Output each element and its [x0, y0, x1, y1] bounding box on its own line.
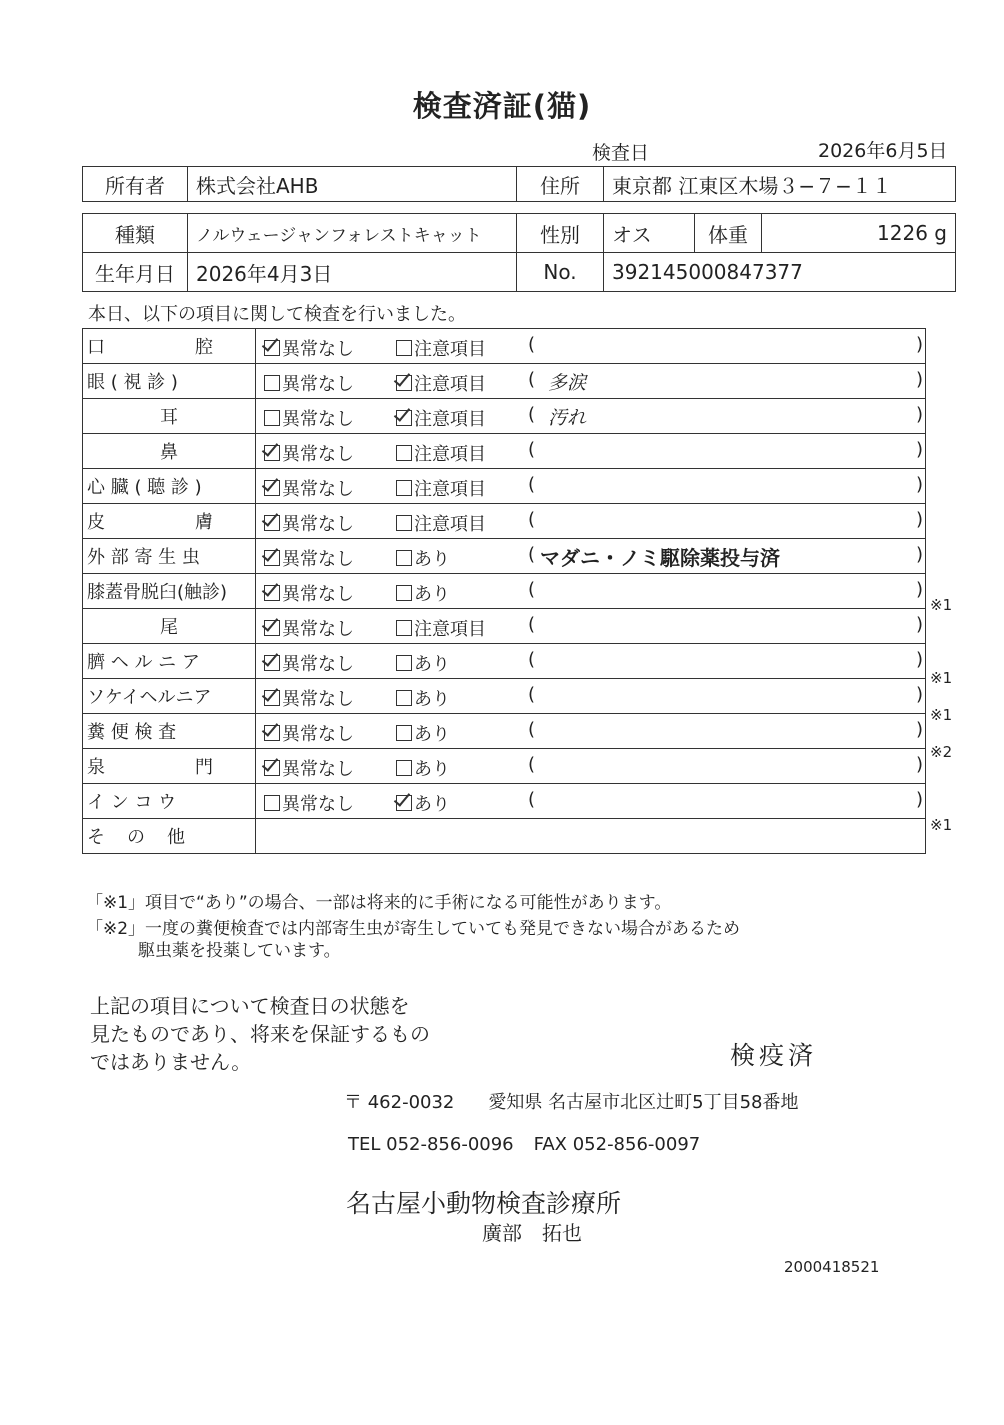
paren-open: ( — [528, 474, 536, 495]
option-label: 注意項目 — [414, 409, 486, 430]
checkbox-icon[interactable] — [264, 620, 280, 636]
paren-open: ( — [528, 544, 536, 565]
clinic-name: 名古屋小動物検査診療所 — [346, 1189, 622, 1218]
clinic-contact — [348, 1134, 700, 1155]
paren-open: ( — [528, 614, 536, 635]
checkbox-icon[interactable] — [396, 410, 412, 426]
address-label: 住所 — [517, 167, 604, 202]
option-normal[interactable] — [264, 615, 354, 641]
exam-item-name: 眼 ( 視 診 ) — [83, 364, 256, 399]
exam-item-name: 口 腔 — [83, 329, 256, 364]
option-label: あり — [414, 794, 450, 815]
option-label: 異常なし — [282, 514, 354, 535]
exam-item-body — [256, 574, 926, 609]
option-label: 異常なし — [282, 549, 354, 570]
option-label: 異常なし — [282, 794, 354, 815]
footnote-2-cont: 駆虫薬を投薬しています。 — [138, 941, 341, 961]
checkbox-icon[interactable] — [396, 795, 412, 811]
exam-item-name: 心 臓 ( 聴 診 ) — [83, 469, 256, 504]
intro-text: 本日、以下の項目に関して検査を行いました。 — [88, 304, 466, 325]
option-caution[interactable] — [396, 510, 486, 536]
option-normal[interactable] — [264, 510, 354, 536]
other-label: そ の 他 — [83, 819, 256, 854]
option-normal[interactable] — [264, 650, 354, 676]
document-title: 検査済証(猫) — [412, 89, 592, 123]
checkbox-icon[interactable] — [396, 725, 412, 741]
checkbox-icon[interactable] — [396, 445, 412, 461]
address-value: 東京都 江東区木場３−７−１１ — [604, 167, 956, 202]
paren-open: ( — [528, 509, 536, 530]
option-label: 注意項目 — [414, 514, 486, 535]
option-label: あり — [414, 654, 450, 675]
owner-label: 所有者 — [83, 167, 188, 202]
paren-close: ) — [916, 754, 924, 775]
option-caution[interactable] — [396, 580, 450, 606]
paren-open: ( — [528, 369, 536, 390]
exam-row — [83, 539, 926, 574]
disclaimer-line: ではありません。 — [90, 1050, 252, 1074]
checkbox-icon[interactable] — [264, 760, 280, 776]
option-caution[interactable] — [396, 720, 450, 746]
quarantine-stamp: 検疫済 — [730, 1041, 818, 1070]
option-label: 異常なし — [282, 619, 354, 640]
exam-row — [83, 714, 926, 749]
checkbox-icon[interactable] — [264, 445, 280, 461]
exam-note: マダニ・ノミ駆除薬投与済 — [540, 546, 780, 570]
checkbox-icon[interactable] — [264, 515, 280, 531]
paren-close: ) — [916, 334, 924, 355]
paren-close: ) — [916, 369, 924, 390]
option-normal[interactable] — [264, 440, 354, 466]
paren-close: ) — [916, 684, 924, 705]
exam-row — [83, 329, 926, 364]
option-label: 異常なし — [282, 724, 354, 745]
exam-item-body — [256, 679, 926, 714]
paren-close: ) — [916, 544, 924, 565]
checkbox-icon[interactable] — [396, 585, 412, 601]
exam-row — [83, 784, 926, 819]
option-label: 異常なし — [282, 479, 354, 500]
checkbox-icon[interactable] — [264, 725, 280, 741]
exam-row — [83, 609, 926, 644]
option-label: あり — [414, 689, 450, 710]
exam-item-body — [256, 749, 926, 784]
option-caution[interactable] — [396, 545, 450, 571]
exam-item-body — [256, 784, 926, 819]
exam-item-name: 膝蓋骨脱臼(触診) — [83, 574, 256, 609]
breed-value: ノルウェージャンフォレストキャット — [188, 214, 517, 253]
option-normal[interactable] — [264, 335, 354, 361]
exam-item-body — [256, 644, 926, 679]
option-label: 注意項目 — [414, 374, 486, 395]
exam-item-body — [256, 434, 926, 469]
pet-table — [82, 213, 956, 292]
option-label: あり — [414, 759, 450, 780]
option-label: 異常なし — [282, 584, 354, 605]
exam-row — [83, 644, 926, 679]
microchip-value: 392145000847377 — [604, 253, 956, 292]
option-label: あり — [414, 724, 450, 745]
option-label: あり — [414, 549, 450, 570]
exam-item-body — [256, 539, 926, 574]
paren-open: ( — [528, 404, 536, 425]
option-label: 異常なし — [282, 374, 354, 395]
option-caution[interactable] — [396, 405, 486, 431]
checkbox-icon[interactable] — [396, 620, 412, 636]
option-label: 注意項目 — [414, 479, 486, 500]
checkbox-icon[interactable] — [396, 375, 412, 391]
owner-value: 株式会社AHB — [188, 167, 517, 202]
exam-item-body — [256, 329, 926, 364]
option-label: あり — [414, 584, 450, 605]
disclaimer — [90, 992, 430, 1076]
checkbox-icon[interactable] — [396, 655, 412, 671]
footnote-mark: ※1 — [930, 669, 953, 688]
exam-item-body — [256, 469, 926, 504]
exam-row — [83, 749, 926, 784]
checkbox-icon[interactable] — [396, 550, 412, 566]
exam-table — [82, 328, 926, 854]
exam-row — [83, 679, 926, 714]
option-label: 注意項目 — [414, 339, 486, 360]
exam-item-name: 糞 便 検 査 — [83, 714, 256, 749]
checkbox-icon[interactable] — [264, 585, 280, 601]
paren-open: ( — [528, 719, 536, 740]
exam-item-body — [256, 504, 926, 539]
paren-close: ) — [916, 579, 924, 600]
option-label: 注意項目 — [414, 444, 486, 465]
disclaimer-line: 上記の項目について検査日の状態を — [90, 994, 410, 1018]
option-caution[interactable] — [396, 440, 486, 466]
paren-close: ) — [916, 789, 924, 810]
clinic-zip: 〒 462-0032 — [344, 1092, 455, 1113]
exam-item-name: イ ン コ ウ — [83, 784, 256, 819]
clinic-street: 愛知県 名古屋市北区辻町5丁目58番地 — [488, 1092, 799, 1113]
disclaimer-line: 見たものであり、将来を保証するもの — [90, 1022, 430, 1046]
option-label: 異常なし — [282, 759, 354, 780]
paren-open: ( — [528, 649, 536, 670]
sex-label: 性別 — [517, 214, 604, 253]
other-value — [256, 819, 926, 854]
option-caution[interactable] — [396, 615, 486, 641]
paren-close: ) — [916, 719, 924, 740]
clinic-address — [344, 1088, 798, 1114]
footnote-mark: ※2 — [930, 742, 953, 761]
option-normal[interactable] — [264, 580, 354, 606]
paren-close: ) — [916, 614, 924, 635]
option-normal[interactable] — [264, 755, 354, 781]
option-caution[interactable] — [396, 685, 450, 711]
exam-note: 多涙 — [548, 372, 587, 394]
footnote-mark: ※1 — [930, 706, 953, 724]
exam-item-name: 尾 — [83, 609, 256, 644]
option-caution[interactable] — [396, 755, 450, 781]
dob-value: 2026年4月3日 — [188, 253, 517, 292]
weight-value: 1226 g — [762, 214, 956, 253]
option-label: 注意項目 — [414, 619, 486, 640]
option-label: 異常なし — [282, 339, 354, 360]
exam-row — [83, 364, 926, 399]
checkbox-icon[interactable] — [396, 690, 412, 706]
paren-close: ) — [916, 404, 924, 425]
option-caution[interactable] — [396, 335, 486, 361]
option-normal[interactable] — [264, 545, 354, 571]
option-label: 異常なし — [282, 444, 354, 465]
option-caution[interactable] — [396, 790, 450, 816]
microchip-label: No. — [517, 253, 604, 292]
checkbox-icon[interactable] — [396, 515, 412, 531]
checkbox-icon[interactable] — [264, 795, 280, 811]
exam-note: 汚れ — [548, 407, 587, 429]
footnote-2: 「※2」一度の糞便検査では内部寄生虫が寄生していても発見できない場合があるため — [86, 919, 741, 939]
option-normal[interactable] — [264, 475, 354, 501]
paren-close: ) — [916, 439, 924, 460]
exam-item-name: 外 部 寄 生 虫 — [83, 539, 256, 574]
breed-label: 種類 — [83, 214, 188, 253]
checkbox-icon[interactable] — [396, 340, 412, 356]
serial-number: 2000418521 — [784, 1258, 880, 1276]
exam-item-body — [256, 714, 926, 749]
clinic-fax: FAX 052-856-0097 — [533, 1134, 701, 1155]
exam-row — [83, 574, 926, 609]
paren-open: ( — [528, 684, 536, 705]
option-caution[interactable] — [396, 475, 486, 501]
exam-row — [83, 434, 926, 469]
footnote-mark: ※1 — [930, 816, 953, 835]
exam-row — [83, 504, 926, 539]
checkbox-icon[interactable] — [264, 655, 280, 671]
inspection-date-label: 検査日 — [592, 142, 650, 164]
exam-item-body — [256, 364, 926, 399]
footnote-mark: ※1 — [930, 595, 953, 614]
checkbox-icon[interactable] — [396, 480, 412, 496]
option-normal[interactable] — [264, 405, 354, 431]
paren-close: ) — [916, 474, 924, 495]
exam-item-name: 鼻 — [83, 434, 256, 469]
clinic-tel: TEL 052-856-0096 — [348, 1134, 514, 1155]
option-caution[interactable] — [396, 650, 450, 676]
option-normal[interactable] — [264, 720, 354, 746]
checkbox-icon[interactable] — [264, 690, 280, 706]
option-normal[interactable] — [264, 790, 354, 816]
paren-close: ) — [916, 649, 924, 670]
inspection-date: 2026年6月5日 — [818, 140, 948, 162]
exam-item-name: 皮 膚 — [83, 504, 256, 539]
exam-item-body — [256, 399, 926, 434]
exam-item-name: 泉 門 — [83, 749, 256, 784]
paren-open: ( — [528, 334, 536, 355]
checkbox-icon[interactable] — [264, 410, 280, 426]
paren-open: ( — [528, 789, 536, 810]
paren-open: ( — [528, 579, 536, 600]
paren-open: ( — [528, 754, 536, 775]
option-caution[interactable] — [396, 370, 486, 396]
exam-row — [83, 399, 926, 434]
checkbox-icon[interactable] — [396, 760, 412, 776]
doctor-name: 廣部 拓也 — [482, 1221, 582, 1245]
exam-row — [83, 469, 926, 504]
option-normal[interactable] — [264, 370, 354, 396]
option-label: 異常なし — [282, 654, 354, 675]
option-normal[interactable] — [264, 685, 354, 711]
exam-item-body — [256, 609, 926, 644]
sex-value: オス — [604, 214, 695, 253]
paren-open: ( — [528, 439, 536, 460]
paren-close: ) — [916, 509, 924, 530]
checkbox-icon[interactable] — [264, 480, 280, 496]
option-label: 異常なし — [282, 689, 354, 710]
exam-item-name: 臍 ヘ ル ニ ア — [83, 644, 256, 679]
option-label: 異常なし — [282, 409, 354, 430]
owner-table — [82, 166, 956, 202]
dob-label: 生年月日 — [83, 253, 188, 292]
exam-item-name: ソケイヘルニア — [83, 679, 256, 714]
checkbox-icon[interactable] — [264, 550, 280, 566]
weight-label: 体重 — [695, 214, 762, 253]
checkbox-icon[interactable] — [264, 375, 280, 391]
checkbox-icon[interactable] — [264, 340, 280, 356]
exam-item-name: 耳 — [83, 399, 256, 434]
footnote-1: 「※1」項目で“あり”の場合、一部は将来的に手術になる可能性があります。 — [86, 893, 672, 913]
